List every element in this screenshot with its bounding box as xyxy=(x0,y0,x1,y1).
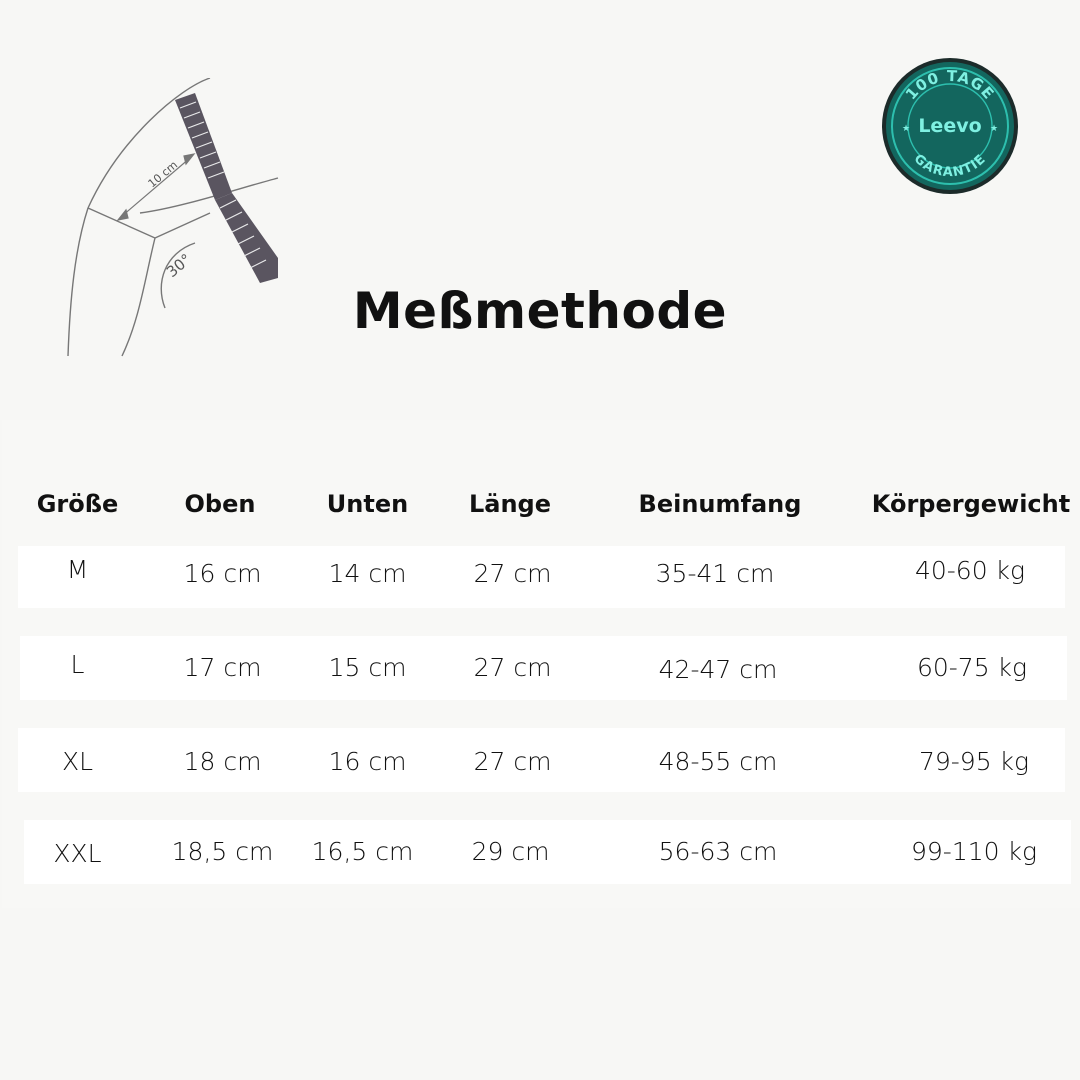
cell-top: 18 cm xyxy=(183,747,262,776)
header-body-weight: Körpergewicht xyxy=(871,490,1071,518)
badge-bottom-text: GARANTIE xyxy=(910,151,990,181)
cell-size: XXL xyxy=(53,839,102,868)
header-size: Größe xyxy=(36,490,119,518)
badge-brand: Leevo xyxy=(918,115,982,137)
cell-bottom: 16 cm xyxy=(328,747,407,776)
header-length: Länge xyxy=(468,490,552,518)
badge-top-text: 100 TAGE xyxy=(901,66,999,104)
cell-leg-circumference: 42-47 cm xyxy=(658,655,778,684)
cell-body-weight: 99-110 kg xyxy=(911,837,1037,866)
cell-top: 17 cm xyxy=(183,653,262,682)
cell-body-weight: 60-75 kg xyxy=(916,653,1028,682)
guarantee-badge xyxy=(880,56,1020,196)
cell-top: 18,5 cm xyxy=(171,837,274,866)
cell-bottom: 14 cm xyxy=(328,559,407,588)
star-icon: ★ xyxy=(902,124,911,134)
cell-bottom: 15 cm xyxy=(328,653,407,682)
star-icon: ★ xyxy=(990,124,999,134)
cell-bottom: 16,5 cm xyxy=(311,837,414,866)
cell-leg-circumference: 35-41 cm xyxy=(655,559,775,588)
cell-length: 27 cm xyxy=(473,747,552,776)
angle-label: 30° xyxy=(163,250,195,282)
cell-size: XL xyxy=(61,747,94,776)
page-title: Meßmethode xyxy=(352,282,728,340)
cell-size: M xyxy=(66,555,89,584)
cell-length: 27 cm xyxy=(473,653,552,682)
cell-length: 29 cm xyxy=(471,837,550,866)
header-leg-circumference: Beinumfang xyxy=(638,490,802,518)
cell-leg-circumference: 48-55 cm xyxy=(658,747,778,776)
cell-leg-circumference: 56-63 cm xyxy=(658,837,778,866)
cell-body-weight: 40-60 kg xyxy=(914,556,1026,585)
header-top: Oben xyxy=(184,490,256,518)
cell-size: L xyxy=(70,650,85,679)
header-bottom: Unten xyxy=(326,490,409,518)
cell-top: 16 cm xyxy=(183,559,262,588)
measure-label: 10 cm xyxy=(145,158,181,191)
cell-body-weight: 79-95 kg xyxy=(918,747,1030,776)
cell-length: 27 cm xyxy=(473,559,552,588)
